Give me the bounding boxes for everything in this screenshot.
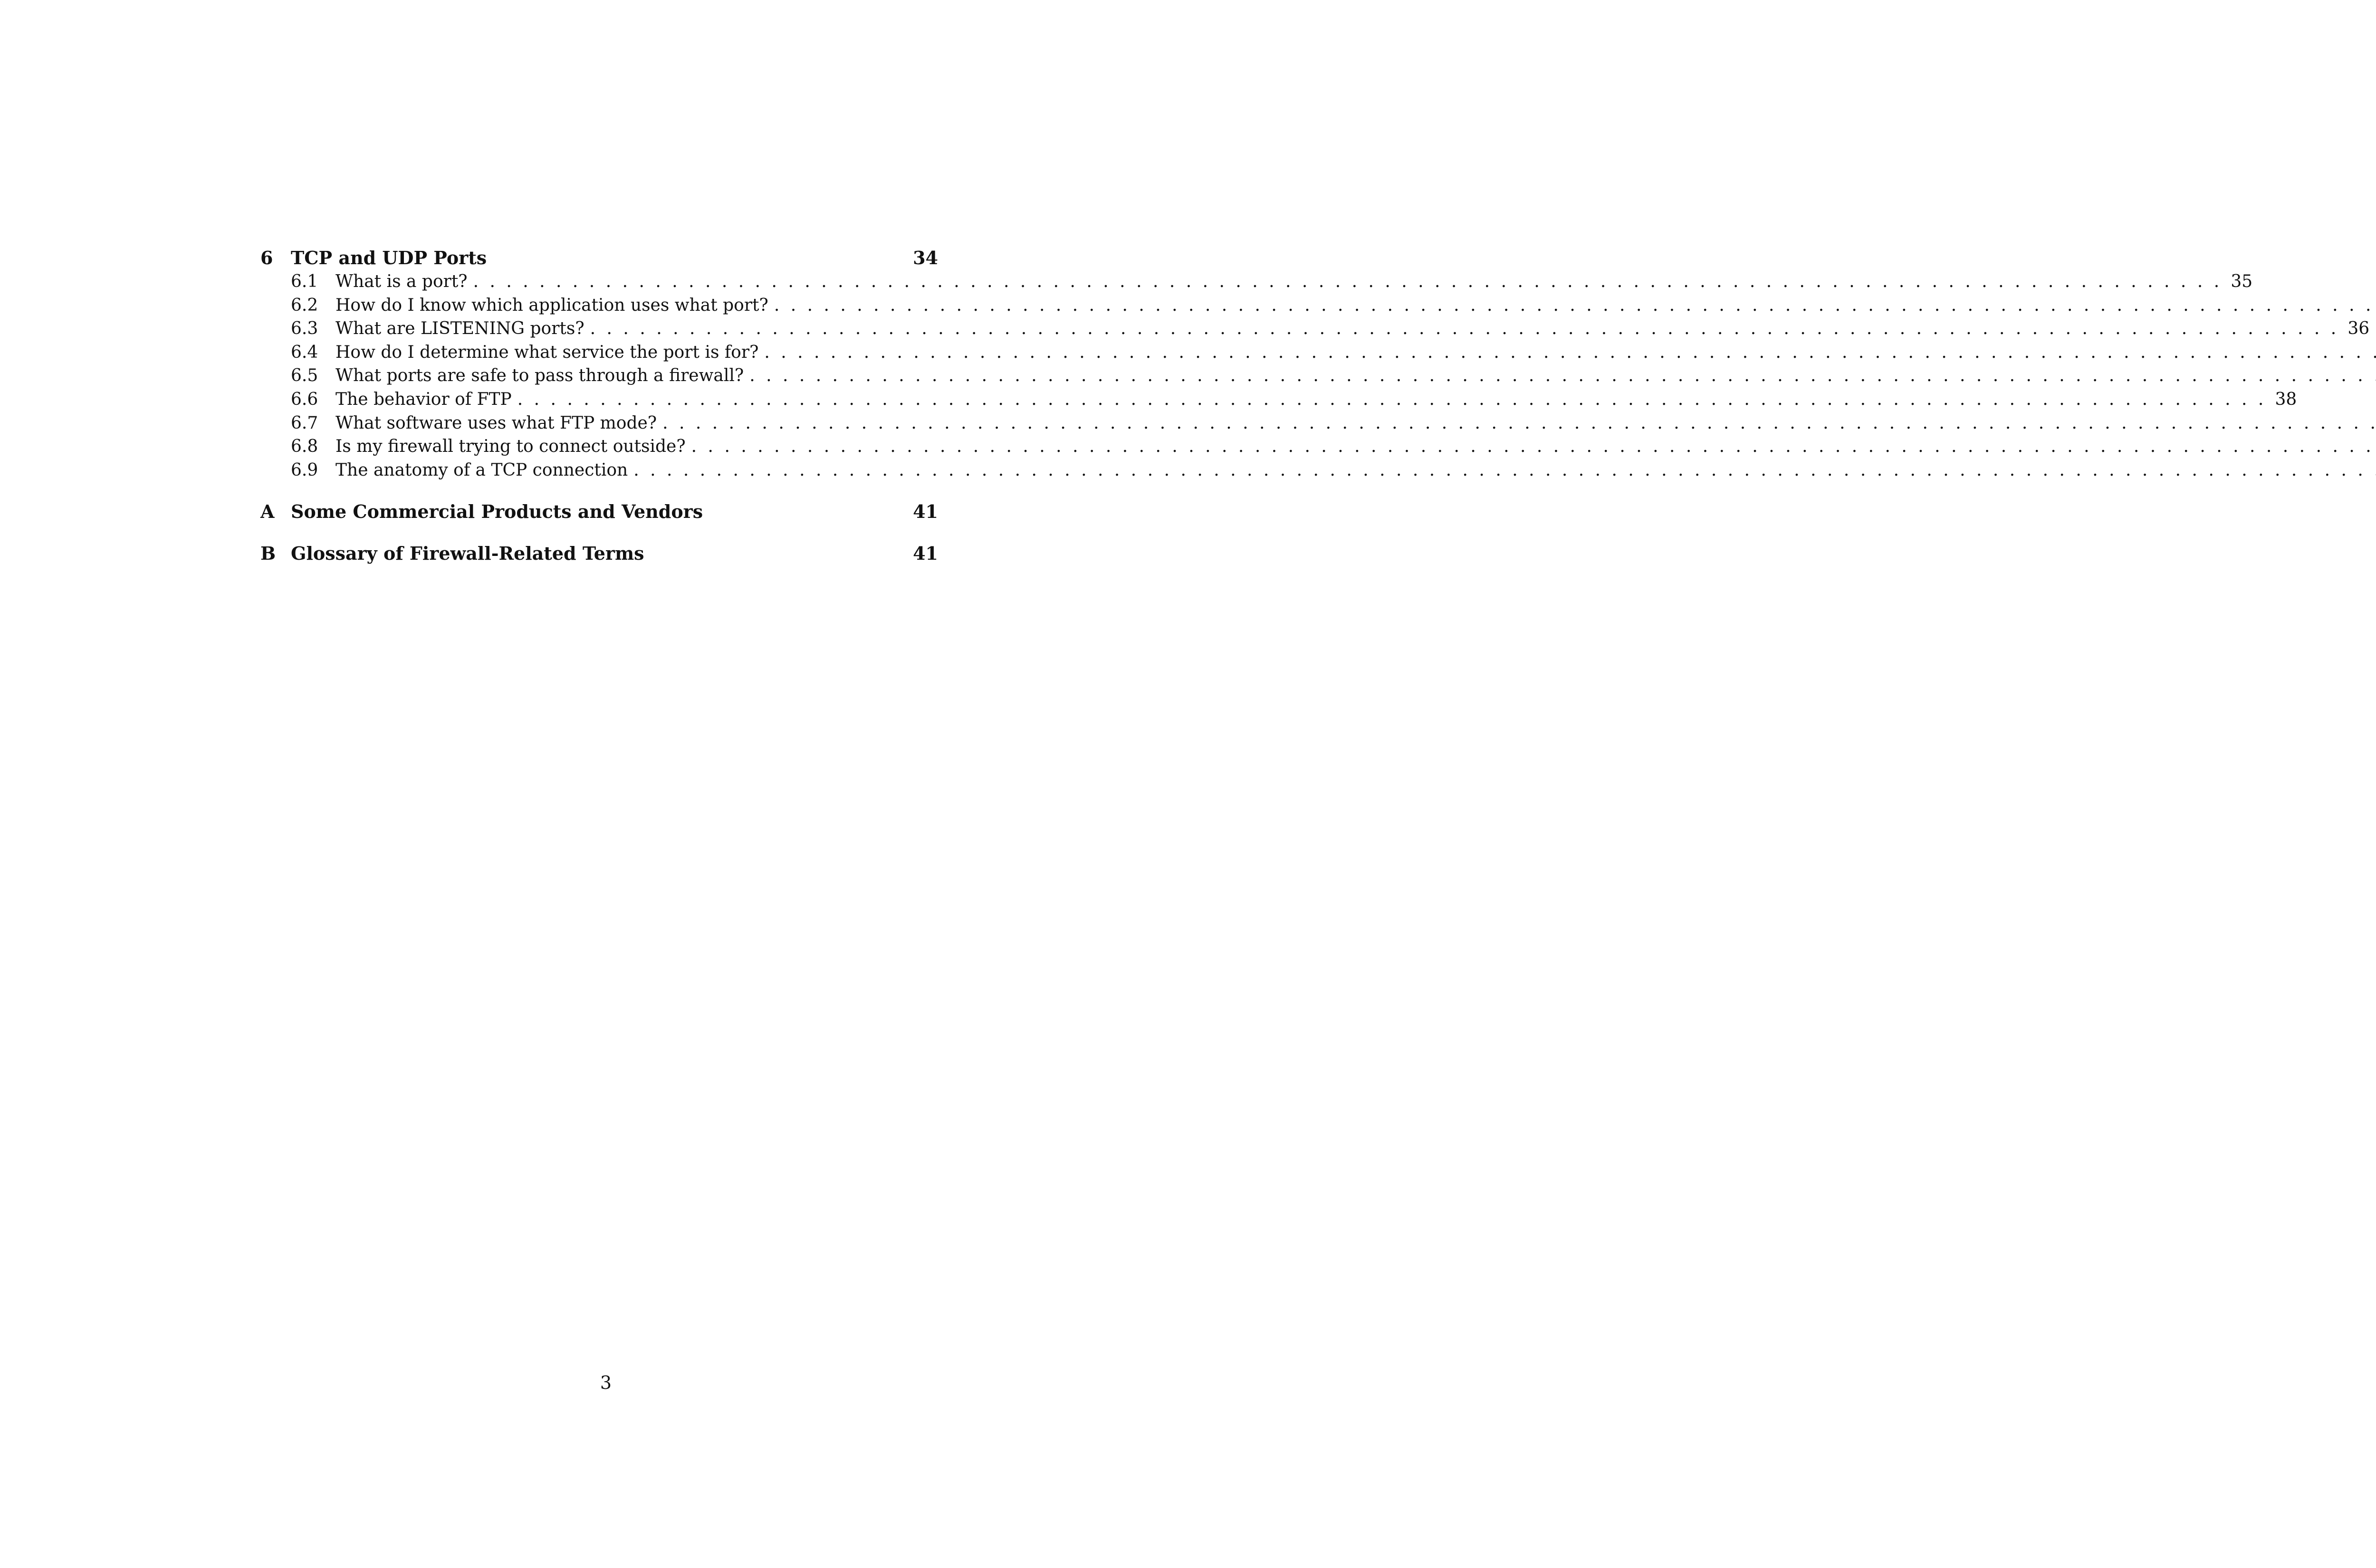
appendix-page: 41	[913, 543, 938, 564]
appendix-page: 41	[913, 501, 938, 523]
section-title: What software uses what FTP mode?	[335, 413, 657, 433]
toc-chapter-6[interactable]	[260, 246, 941, 270]
appendix-letter: A	[260, 501, 275, 523]
spacer	[260, 482, 941, 500]
section-number: 6.7	[291, 413, 318, 433]
section-number: 6.8	[291, 437, 318, 457]
dot-leader	[584, 317, 2337, 341]
section-title: The anatomy of a TCP connection	[335, 460, 628, 480]
toc-section-6-4[interactable]	[260, 341, 941, 364]
toc-section-6-6[interactable]	[260, 388, 2297, 411]
dot-leader	[686, 435, 2376, 459]
appendix-title: Some Commercial Products and Vendors	[291, 501, 703, 523]
appendix-title: Glossary of Firewall-Related Terms	[291, 543, 644, 564]
section-title: What is a port?	[335, 272, 468, 291]
dot-leader	[628, 459, 2376, 482]
toc-appendix-b[interactable]	[260, 542, 941, 565]
section-title: The behavior of FTP	[335, 389, 512, 409]
section-title: What ports are safe to pass through a firewall?	[335, 366, 744, 386]
section-title: How do I know which application uses what port?	[335, 295, 768, 315]
section-number: 6.2	[291, 295, 318, 315]
section-number: 6.9	[291, 460, 318, 480]
dot-leader	[744, 364, 2376, 388]
toc-section-6-5[interactable]	[260, 364, 941, 388]
toc-section-6-2[interactable]	[260, 294, 941, 317]
section-title: Is my firewall trying to connect outside?	[335, 437, 686, 457]
dot-leader	[468, 270, 2220, 294]
dot-leader	[758, 341, 2376, 364]
toc-section-6-1[interactable]	[260, 270, 2253, 294]
dot-leader	[657, 411, 2376, 435]
dot-leader	[768, 294, 2376, 317]
toc-section-6-3[interactable]	[260, 317, 2370, 341]
spacer	[260, 524, 941, 542]
section-title: How do I determine what service the port is for?	[335, 342, 759, 362]
chapter-number: 6	[260, 247, 273, 268]
section-page: 38	[2275, 389, 2297, 409]
toc-section-6-7[interactable]	[260, 411, 941, 435]
section-number: 6.3	[291, 319, 318, 339]
table-of-contents	[260, 246, 2370, 565]
appendix-letter: B	[260, 543, 276, 564]
toc-section-6-8[interactable]	[260, 435, 941, 459]
section-page: 35	[2231, 272, 2253, 291]
chapter-page: 34	[913, 247, 938, 268]
chapter-title: TCP and UDP Ports	[291, 247, 487, 268]
toc-section-6-9[interactable]	[260, 459, 941, 482]
section-number: 6.6	[291, 389, 318, 409]
section-number: 6.4	[291, 342, 318, 362]
toc-appendix-a[interactable]	[260, 500, 941, 524]
page-number: 3	[600, 1372, 612, 1393]
dot-leader	[512, 388, 2264, 411]
section-page: 36	[2347, 319, 2370, 339]
section-number: 6.5	[291, 366, 318, 386]
section-number: 6.1	[291, 272, 318, 291]
section-title: What are LISTENING ports?	[335, 319, 584, 339]
